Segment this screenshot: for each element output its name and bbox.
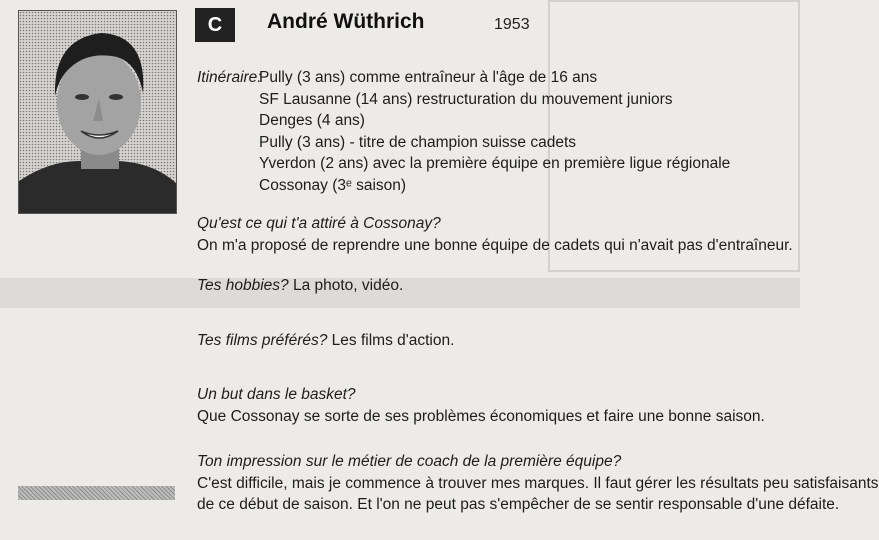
portrait-image bbox=[19, 11, 176, 213]
question: Tes films préférés? bbox=[197, 332, 328, 349]
question: Qu'est ce qui t'a attiré à Cossonay? bbox=[197, 215, 441, 232]
qa-block-cossonay bbox=[197, 213, 793, 256]
itinerary-item: Pully (3 ans) comme entraîneur à l'âge de 16 ans bbox=[259, 69, 598, 86]
portrait-photo bbox=[18, 10, 177, 214]
itinerary-label: Itinéraire: bbox=[197, 69, 262, 86]
birth-year: 1953 bbox=[494, 16, 530, 33]
question: Ton impression sur le métier de coach de la première équipe? bbox=[197, 453, 622, 470]
itinerary-item: SF Lausanne (14 ans) restructuration du mouvement juniors bbox=[259, 90, 673, 108]
section-badge: C bbox=[195, 8, 235, 42]
answer: Les films d'action. bbox=[327, 332, 455, 349]
answer: La photo, vidéo. bbox=[288, 277, 404, 294]
itinerary-item: Denges (4 ans) bbox=[259, 112, 365, 129]
qa-block-coach bbox=[197, 451, 879, 516]
qa-block-hobbies bbox=[197, 275, 403, 297]
answer: On m'a proposé de reprendre une bonne équipe de cadets qui n'avait pas d'entraîneur. bbox=[197, 236, 793, 254]
answer-line: de ce début de saison. Et l'on ne peut pas s'empêcher de se sentir responsable d'une défaite. bbox=[197, 496, 840, 513]
answer-line: C'est difficile, mais je commence à trouver mes marques. Il faut gérer les résultats peu satisfaisants bbox=[197, 474, 879, 492]
answer: Que Cossonay se sorte de ses problèmes économiques et faire une bonne saison. bbox=[197, 407, 765, 425]
itinerary-item: Cossonay (3ᵉ saison) bbox=[259, 176, 407, 194]
question: Un but dans le basket? bbox=[197, 386, 356, 403]
hatched-divider bbox=[18, 486, 175, 500]
question: Tes hobbies? bbox=[197, 277, 289, 294]
itinerary-item: Yverdon (2 ans) avec la première équipe en première ligue régionale bbox=[259, 155, 731, 172]
qa-block-films bbox=[197, 330, 454, 352]
itinerary-item: Pully (3 ans) - titre de champion suisse cadets bbox=[259, 133, 577, 151]
person-name: André Wüthrich bbox=[267, 10, 425, 33]
itinerary-list bbox=[259, 67, 730, 196]
qa-block-goal bbox=[197, 384, 765, 427]
